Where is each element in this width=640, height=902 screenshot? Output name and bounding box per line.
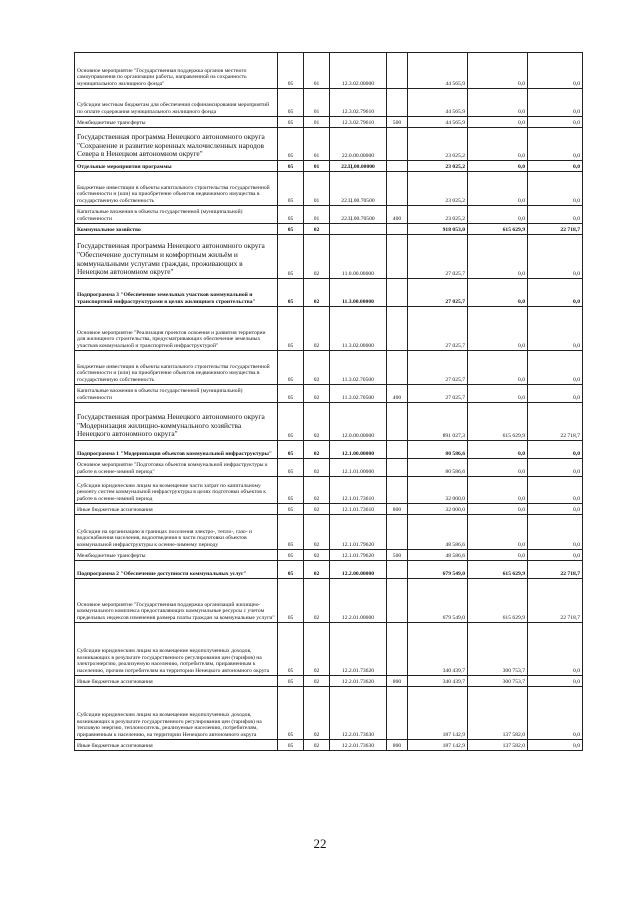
row-amount-second: 137 582,0 (468, 687, 528, 740)
row-amount-second: 0,0 (468, 172, 528, 206)
row-name: Подпрограмма 2 "Обеспечение доступности коммунальных услуг" (75, 561, 278, 579)
row-amount-total: 918 053,0 (408, 224, 468, 235)
row-amount-third: 0,0 (528, 279, 583, 307)
row-expense-type-code: 800 (387, 676, 408, 687)
row-amount-third: 0,0 (528, 89, 583, 117)
row-amount-third: 0,0 (528, 53, 583, 89)
row-target-item-code: 12.2.01.73630 (330, 687, 387, 740)
row-amount-second: 0,0 (468, 279, 528, 307)
row-amount-second: 137 582,0 (468, 740, 528, 751)
row-expense-type-code (387, 561, 408, 579)
row-section-code: 05 (278, 477, 304, 504)
row-amount-third: 0,0 (528, 550, 583, 561)
row-section-code: 05 (278, 307, 304, 351)
row-expense-type-code (387, 579, 408, 623)
row-amount-third: 22 718,7 (528, 403, 583, 441)
row-amount-total: 44 565,9 (408, 53, 468, 89)
row-target-item-code: 12.1.01.73610 (330, 504, 387, 515)
row-name: Капитальные вложения в объекты государственной (муниципальной) собственности (75, 385, 278, 403)
table-row (75, 477, 583, 504)
row-expense-type-code (387, 403, 408, 441)
row-name: Коммунальное хозяйство (75, 224, 278, 235)
row-amount-total: 679 549,0 (408, 579, 468, 623)
row-expense-type-code (387, 351, 408, 385)
row-amount-third: 0,0 (528, 351, 583, 385)
row-target-item-code: 12.1.01.79620 (330, 515, 387, 550)
row-amount-second: 0,0 (468, 441, 528, 459)
row-target-item-code: 22.0.00.00000 (330, 128, 387, 161)
row-amount-total: 44 565,9 (408, 117, 468, 128)
table-row (75, 53, 583, 89)
row-subsection-code: 02 (304, 279, 330, 307)
table-row (75, 515, 583, 550)
row-name: Государственная программа Ненецкого автономного округа "Обеспечение доступным и комфортным жильём и коммунальными услугами граждан, проживающих в Ненецком автономном округе" (75, 235, 278, 279)
row-expense-type-code (387, 477, 408, 504)
row-amount-second: 0,0 (468, 459, 528, 477)
row-amount-third: 0,0 (528, 307, 583, 351)
row-target-item-code: 22.Ц.00.70500 (330, 172, 387, 206)
row-target-item-code: 12.2.01.73630 (330, 740, 387, 751)
row-amount-second: 0,0 (468, 53, 528, 89)
row-amount-total: 187 142,9 (408, 740, 468, 751)
table-row (75, 579, 583, 623)
row-name: Основное мероприятие "Подготовка объектов коммунальной инфраструктуры к работе в осенне-зимний период" (75, 459, 278, 477)
row-name: Иные бюджетные ассигнования (75, 740, 278, 751)
row-target-item-code: 12.1.01.00000 (330, 459, 387, 477)
row-name: Бюджетные инвестиции в объекты капитального строительства государственной собственности и (или) на приобретение объектов недвижимого имущества в государственную собственность (75, 172, 278, 206)
row-name: Иные бюджетные ассигнования (75, 504, 278, 515)
row-subsection-code: 02 (304, 550, 330, 561)
row-expense-type-code: 800 (387, 740, 408, 751)
row-section-code: 05 (278, 676, 304, 687)
row-subsection-code: 02 (304, 459, 330, 477)
row-amount-third: 0,0 (528, 477, 583, 504)
table-row (75, 441, 583, 459)
row-expense-type-code: 500 (387, 550, 408, 561)
row-target-item-code: 11.3.00.00000 (330, 279, 387, 307)
row-name: Основное мероприятие "Государственная поддержка организаций жилищно-коммунального комплекса предоставляющих коммунальные ресурсы с учетом предельных индексов изменения размера платы граждан за коммунальные услуги" (75, 579, 278, 623)
row-subsection-code: 02 (304, 441, 330, 459)
row-section-code: 05 (278, 172, 304, 206)
row-amount-second: 615 629,9 (468, 224, 528, 235)
table-row (75, 161, 583, 172)
page-number: 22 (313, 836, 327, 851)
row-subsection-code: 01 (304, 172, 330, 206)
row-section-code: 05 (278, 128, 304, 161)
table-row (75, 351, 583, 385)
row-amount-total: 32 000,0 (408, 504, 468, 515)
row-expense-type-code (387, 89, 408, 117)
row-expense-type-code (387, 441, 408, 459)
row-amount-second: 0,0 (468, 89, 528, 117)
row-amount-third: 22 718,7 (528, 224, 583, 235)
row-name: Субсидии местным бюджетам для обеспечения софинансирования мероприятий по оплате содержания муниципального жилищного фонда (75, 89, 278, 117)
row-amount-total: 679 549,0 (408, 561, 468, 579)
row-amount-third: 0,0 (528, 459, 583, 477)
row-name: Основное мероприятие "Реализация проектов освоения и развития территории для жилищного строительства, предусматривающих обеспечение земельных участков коммунальной и транспортной инфраструктурой" (75, 307, 278, 351)
row-name: Иные бюджетные ассигнования (75, 676, 278, 687)
table-row (75, 128, 583, 161)
row-amount-second: 0,0 (468, 307, 528, 351)
row-amount-third: 0,0 (528, 172, 583, 206)
row-subsection-code: 02 (304, 740, 330, 751)
row-subsection-code: 02 (304, 307, 330, 351)
row-subsection-code: 01 (304, 89, 330, 117)
row-amount-second: 0,0 (468, 235, 528, 279)
row-section-code: 05 (278, 550, 304, 561)
row-name: Государственная программа Ненецкого автономного округа "Модернизация жилищно-коммунального хозяйства Ненецкого автономного округа" (75, 403, 278, 441)
row-amount-total: 27 025,7 (408, 351, 468, 385)
row-subsection-code: 02 (304, 515, 330, 550)
row-subsection-code: 01 (304, 53, 330, 89)
table-row (75, 117, 583, 128)
row-subsection-code: 02 (304, 676, 330, 687)
row-subsection-code: 02 (304, 687, 330, 740)
row-target-item-code: 12.2.00.00000 (330, 561, 387, 579)
row-expense-type-code (387, 128, 408, 161)
row-target-item-code: 12.2.01.73620 (330, 676, 387, 687)
row-amount-second: 300 753,7 (468, 676, 528, 687)
row-amount-total: 340 439,7 (408, 623, 468, 676)
row-name: Субсидии юридическим лицам на возмещение недополученных доходов, возникающих в результате государственного регулирования цен (тарифов) на электроэнергию, реализуемую населению, потребителям, приравненным к населению, прочим потребителям на территории Ненецкого автономного округа (75, 623, 278, 676)
row-name: Отдельные мероприятия программы (75, 161, 278, 172)
row-expense-type-code (387, 161, 408, 172)
row-expense-type-code: 400 (387, 385, 408, 403)
row-amount-second: 0,0 (468, 504, 528, 515)
row-name: Подпрограмма 1 "Модернизация объектов коммунальной инфраструктуры" (75, 441, 278, 459)
row-amount-third: 22 718,7 (528, 561, 583, 579)
row-amount-third: 0,0 (528, 128, 583, 161)
row-subsection-code: 02 (304, 351, 330, 385)
row-amount-second: 0,0 (468, 550, 528, 561)
row-amount-second: 0,0 (468, 351, 528, 385)
row-name: Бюджетные инвестиции в объекты капитального строительства государственной собственности и (или) на приобретение объектов недвижимого имущества в государственную собственность (75, 351, 278, 385)
row-expense-type-code (387, 307, 408, 351)
row-amount-total: 80 586,6 (408, 441, 468, 459)
table-row (75, 89, 583, 117)
table-row (75, 403, 583, 441)
row-target-item-code: 22.Ц.00.70500 (330, 206, 387, 224)
table-row (75, 172, 583, 206)
row-expense-type-code (387, 235, 408, 279)
row-section-code: 05 (278, 403, 304, 441)
row-amount-total: 44 565,9 (408, 89, 468, 117)
row-section-code: 05 (278, 579, 304, 623)
row-section-code: 05 (278, 53, 304, 89)
row-amount-third: 0,0 (528, 740, 583, 751)
row-section-code: 05 (278, 351, 304, 385)
row-target-item-code: 12.3.02.79610 (330, 117, 387, 128)
row-expense-type-code (387, 279, 408, 307)
row-amount-third: 0,0 (528, 687, 583, 740)
row-amount-second: 0,0 (468, 515, 528, 550)
row-section-code: 05 (278, 561, 304, 579)
row-name: Субсидии юридическим лицам на возмещение части затрат по капитальному ремонту систем коммунальной инфраструктуры в целях подготовки объектов к работе в осенне-зимний период (75, 477, 278, 504)
row-target-item-code: 11.3.02.70500 (330, 351, 387, 385)
row-section-code: 05 (278, 279, 304, 307)
row-name: Субсидии на организацию в границах поселения электро-, тепло-, газо- и водоснабжения населения, водоотведения в части подготовки объектов коммунальной инфраструктуры к осенне-зимнему периоду (75, 515, 278, 550)
table-row (75, 550, 583, 561)
row-amount-total: 27 025,7 (408, 235, 468, 279)
row-amount-total: 27 025,7 (408, 307, 468, 351)
row-amount-total: 340 439,7 (408, 676, 468, 687)
row-amount-third: 0,0 (528, 117, 583, 128)
row-target-item-code: 11.0.00.00000 (330, 235, 387, 279)
row-section-code: 05 (278, 515, 304, 550)
table-row (75, 235, 583, 279)
row-expense-type-code (387, 623, 408, 676)
row-amount-total: 891 027,3 (408, 403, 468, 441)
row-amount-second: 0,0 (468, 206, 528, 224)
row-amount-third: 0,0 (528, 235, 583, 279)
row-amount-third: 0,0 (528, 676, 583, 687)
row-subsection-code: 02 (304, 579, 330, 623)
row-amount-second: 0,0 (468, 477, 528, 504)
row-name: Основное мероприятие "Государственная поддержка органов местного самоуправления по организации работы, направленной на сохранность муниципального жилищного фонда" (75, 53, 278, 89)
row-amount-third: 0,0 (528, 206, 583, 224)
row-name: Межбюджетные трансферты (75, 550, 278, 561)
row-subsection-code: 01 (304, 117, 330, 128)
row-target-item-code: 12.0.00.00000 (330, 403, 387, 441)
row-subsection-code: 01 (304, 161, 330, 172)
row-section-code: 05 (278, 459, 304, 477)
row-name: Межбюджетные трансферты (75, 117, 278, 128)
row-amount-third: 0,0 (528, 385, 583, 403)
row-amount-total: 23 025,2 (408, 128, 468, 161)
row-amount-total: 80 586,6 (408, 459, 468, 477)
row-amount-total: 187 142,9 (408, 687, 468, 740)
row-amount-second: 0,0 (468, 161, 528, 172)
row-target-item-code: 12.1.01.73610 (330, 477, 387, 504)
row-expense-type-code (387, 224, 408, 235)
row-section-code: 05 (278, 740, 304, 751)
row-section-code: 05 (278, 235, 304, 279)
row-subsection-code: 02 (304, 623, 330, 676)
row-amount-third: 0,0 (528, 441, 583, 459)
budget-table (74, 52, 583, 751)
row-subsection-code: 02 (304, 403, 330, 441)
row-subsection-code: 01 (304, 128, 330, 161)
row-amount-second: 0,0 (468, 128, 528, 161)
row-expense-type-code (387, 172, 408, 206)
row-target-item-code (330, 224, 387, 235)
row-amount-second: 615 629,9 (468, 403, 528, 441)
row-section-code: 05 (278, 441, 304, 459)
budget-table-body (75, 53, 583, 751)
row-amount-second: 0,0 (468, 385, 528, 403)
table-row (75, 561, 583, 579)
table-row (75, 687, 583, 740)
row-target-item-code: 11.3.02.00000 (330, 307, 387, 351)
row-amount-third: 0,0 (528, 161, 583, 172)
row-amount-third: 0,0 (528, 623, 583, 676)
table-row (75, 740, 583, 751)
row-subsection-code: 02 (304, 385, 330, 403)
table-row (75, 676, 583, 687)
table-row (75, 623, 583, 676)
row-amount-total: 23 025,2 (408, 206, 468, 224)
row-expense-type-code: 500 (387, 117, 408, 128)
row-amount-second: 615 629,9 (468, 579, 528, 623)
row-target-item-code: 12.2.01.00000 (330, 579, 387, 623)
row-section-code: 05 (278, 206, 304, 224)
row-section-code: 05 (278, 687, 304, 740)
row-name: Государственная программа Ненецкого автономного округа "Сохранение и развитие коренных малочисленных народов Севера в Ненецком автономном округе" (75, 128, 278, 161)
row-section-code: 05 (278, 385, 304, 403)
row-amount-second: 0,0 (468, 117, 528, 128)
table-row (75, 385, 583, 403)
row-target-item-code: 12.1.00.00000 (330, 441, 387, 459)
table-row (75, 224, 583, 235)
row-expense-type-code: 400 (387, 206, 408, 224)
row-amount-second: 615 629,9 (468, 561, 528, 579)
row-amount-third: 0,0 (528, 515, 583, 550)
row-expense-type-code (387, 515, 408, 550)
row-amount-total: 27 025,7 (408, 385, 468, 403)
row-subsection-code: 02 (304, 561, 330, 579)
row-target-item-code: 22.Ц.00.00000 (330, 161, 387, 172)
table-row (75, 307, 583, 351)
row-section-code: 05 (278, 504, 304, 515)
row-section-code: 05 (278, 161, 304, 172)
table-row (75, 459, 583, 477)
row-expense-type-code (387, 687, 408, 740)
row-amount-total: 23 025,2 (408, 161, 468, 172)
row-expense-type-code (387, 53, 408, 89)
row-subsection-code: 02 (304, 477, 330, 504)
row-name: Капитальные вложения в объекты государственной (муниципальной) собственности (75, 206, 278, 224)
row-section-code: 05 (278, 224, 304, 235)
row-expense-type-code (387, 459, 408, 477)
row-amount-third: 0,0 (528, 504, 583, 515)
row-target-item-code: 12.3.02.79610 (330, 89, 387, 117)
table-row (75, 279, 583, 307)
row-amount-third: 22 718,7 (528, 579, 583, 623)
row-amount-total: 32 000,0 (408, 477, 468, 504)
table-row (75, 504, 583, 515)
row-name: Подпрограмма 3 "Обеспечение земельных участков коммунальной и транспортной инфраструктурами в целях жилищного строительства" (75, 279, 278, 307)
row-expense-type-code: 800 (387, 504, 408, 515)
table-row (75, 206, 583, 224)
row-amount-second: 300 753,7 (468, 623, 528, 676)
budget-table-page (74, 52, 582, 751)
row-target-item-code: 11.3.02.70500 (330, 385, 387, 403)
row-target-item-code: 12.2.01.73620 (330, 623, 387, 676)
row-section-code: 05 (278, 117, 304, 128)
row-amount-total: 48 586,6 (408, 515, 468, 550)
row-subsection-code: 02 (304, 224, 330, 235)
row-name: Субсидии юридическим лицам на возмещение недополученных доходов, возникающих в результате государственного регулирования цен (тарифов) на тепловую энергию, теплоноситель, реализуемые населению, потребителям, приравненным к населению, на территории Ненецкого автономного округа (75, 687, 278, 740)
row-target-item-code: 12.1.01.79620 (330, 550, 387, 561)
row-section-code: 05 (278, 89, 304, 117)
row-amount-total: 23 025,2 (408, 172, 468, 206)
row-subsection-code: 02 (304, 504, 330, 515)
row-target-item-code: 12.3.02.00000 (330, 53, 387, 89)
row-subsection-code: 01 (304, 206, 330, 224)
row-amount-total: 48 586,6 (408, 550, 468, 561)
row-amount-total: 27 025,7 (408, 279, 468, 307)
row-section-code: 05 (278, 623, 304, 676)
row-subsection-code: 02 (304, 235, 330, 279)
